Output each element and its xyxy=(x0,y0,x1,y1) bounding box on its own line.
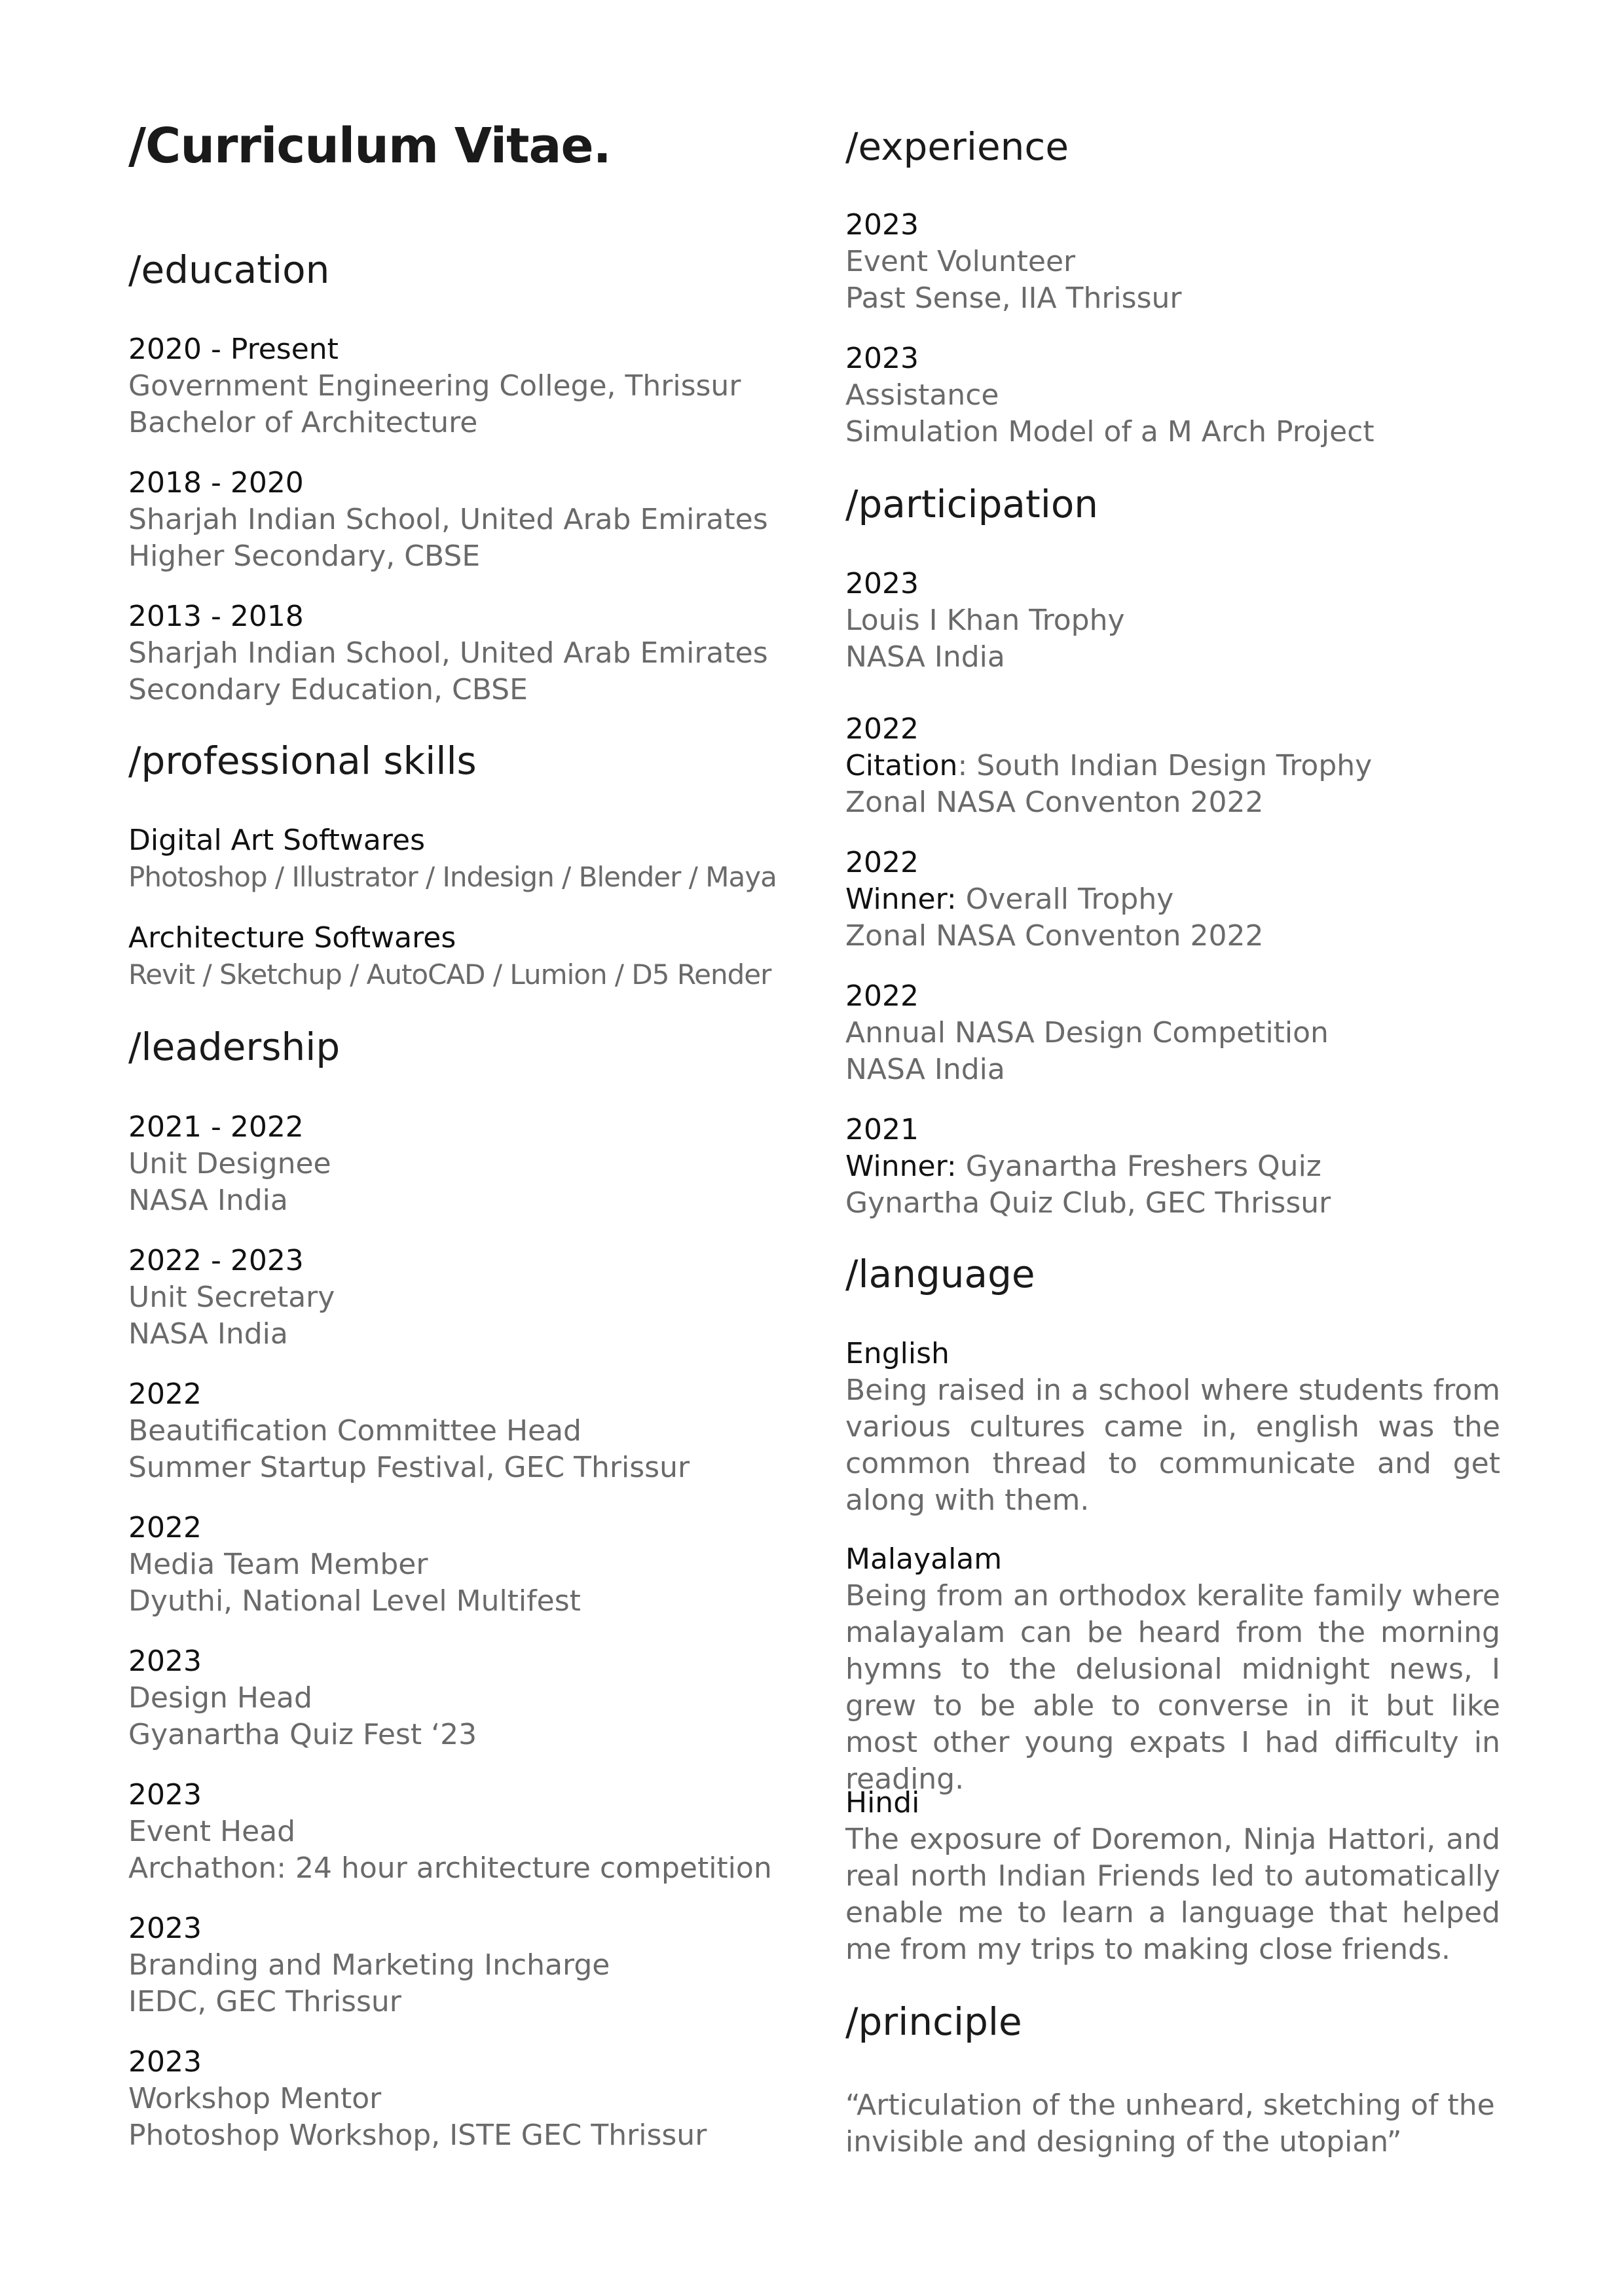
language-entry xyxy=(845,1785,1500,1968)
entry-role: Media Team Member xyxy=(128,1548,428,1581)
leadership-entry xyxy=(128,1777,809,1887)
entry-role: Design Head xyxy=(128,1681,312,1715)
entry-label: Winner: xyxy=(845,1150,957,1183)
language-name: Malayalam xyxy=(845,1542,1003,1576)
entry-org: Gyanartha Quiz Fest ‘23 xyxy=(128,1718,477,1751)
leadership-entry xyxy=(128,2044,809,2154)
language-name: Hindi xyxy=(845,1786,920,1819)
education-entry xyxy=(128,598,809,708)
entry-role: Branding and Marketing Incharge xyxy=(128,1948,610,1982)
entry-year: 2023 xyxy=(845,208,919,242)
skills-label: Architecture Softwares xyxy=(128,921,456,955)
participation-entry xyxy=(845,845,1500,955)
skills-label: Digital Art Softwares xyxy=(128,824,425,857)
skills-entry xyxy=(128,822,809,896)
entry-title: : South Indian Design Trophy xyxy=(957,749,1373,782)
entry-years: 2020 - Present xyxy=(128,333,339,366)
entry-institution: Sharjah Indian School, United Arab Emirates xyxy=(128,503,768,536)
entry-title: Annual NASA Design Competition xyxy=(845,1016,1329,1049)
entry-institution: Government Engineering College, Thrissur xyxy=(128,369,741,403)
entry-degree: Higher Secondary, CBSE xyxy=(128,539,481,573)
entry-role: Assistance xyxy=(845,378,999,412)
entry-role: Beautification Committee Head xyxy=(128,1414,581,1448)
experience-heading: /experience xyxy=(845,124,1069,169)
participation-entry xyxy=(845,711,1500,821)
entry-org: Zonal NASA Conventon 2022 xyxy=(845,786,1264,819)
page-title: /Curriculum Vitae. xyxy=(128,118,611,174)
leadership-entry xyxy=(128,1243,809,1353)
entry-year: 2023 xyxy=(128,1912,202,1945)
language-description: Being raised in a school where students from various cultures came in, english was the common thread to communicate and get along with them. xyxy=(845,1374,1500,1517)
entry-year: 2023 xyxy=(845,567,919,600)
entry-label: Citation xyxy=(845,749,958,782)
entry-year: 2023 xyxy=(128,1645,202,1678)
language-description: Being from an orthodox keralite family where malayalam can be heard from the morning hymns to the delusional midnight news, I grew to be able to converse in it but like most other young expats I had difficulty in reading. xyxy=(845,1579,1500,1796)
entry-year: 2022 xyxy=(845,979,919,1013)
entry-year: 2022 xyxy=(845,846,919,879)
principle-heading: /principle xyxy=(845,1999,1022,2044)
entry-year: 2021 - 2022 xyxy=(128,1110,304,1144)
leadership-entry xyxy=(128,1643,809,1753)
entry-org: IEDC, GEC Thrissur xyxy=(128,1985,401,2018)
entry-org: Dyuthi, National Level Multifest xyxy=(128,1584,581,1618)
language-entry xyxy=(845,1541,1500,1798)
entry-year: 2022 xyxy=(128,1377,202,1411)
participation-heading: /participation xyxy=(845,482,1099,526)
leadership-entry xyxy=(128,1109,809,1219)
entry-org: Summer Startup Festival, GEC Thrissur xyxy=(128,1451,690,1484)
language-heading: /language xyxy=(845,1252,1035,1296)
entry-role: Unit Designee xyxy=(128,1147,331,1180)
entry-title: Louis I Khan Trophy xyxy=(845,604,1125,637)
entry-role: Event Volunteer xyxy=(845,245,1076,278)
entry-years: 2013 - 2018 xyxy=(128,600,304,633)
entry-year: 2022 - 2023 xyxy=(128,1244,304,1277)
entry-year: 2023 xyxy=(845,342,919,375)
entry-year: 2023 xyxy=(128,1778,202,1812)
entry-years: 2018 - 2020 xyxy=(128,466,304,500)
participation-entry xyxy=(845,978,1500,1088)
entry-org: Simulation Model of a M Arch Project xyxy=(845,415,1375,448)
skills-entry xyxy=(128,920,809,993)
leadership-entry xyxy=(128,1910,809,2020)
education-heading: /education xyxy=(128,247,330,292)
skills-tools: Revit / Sketchup / AutoCAD / Lumion / D5 Render xyxy=(128,958,771,991)
entry-year: 2021 xyxy=(845,1113,919,1146)
leadership-heading: /leadership xyxy=(128,1025,341,1069)
entry-org: NASA India xyxy=(845,640,1005,674)
leadership-entry xyxy=(128,1376,809,1486)
entry-title: Gyanartha Freshers Quiz xyxy=(956,1150,1321,1183)
entry-title: Overall Trophy xyxy=(956,883,1174,916)
language-entry xyxy=(845,1336,1500,1519)
entry-degree: Bachelor of Architecture xyxy=(128,406,478,439)
language-description: The exposure of Doremon, Ninja Hattori, and real north Indian Friends led to automatically enable me to learn a language that helped me from my trips to making close friends. xyxy=(845,1823,1500,1966)
experience-entry xyxy=(845,207,1500,317)
entry-label: Winner: xyxy=(845,883,957,916)
entry-role: Workshop Mentor xyxy=(128,2082,382,2115)
skills-heading: /professional skills xyxy=(128,738,477,783)
education-entry xyxy=(128,465,809,575)
entry-role: Event Head xyxy=(128,1815,296,1848)
entry-institution: Sharjah Indian School, United Arab Emirates xyxy=(128,636,768,670)
entry-org: Photoshop Workshop, ISTE GEC Thrissur xyxy=(128,2119,707,2152)
experience-entry xyxy=(845,340,1500,450)
participation-entry xyxy=(845,1112,1500,1222)
entry-degree: Secondary Education, CBSE xyxy=(128,673,528,706)
participation-entry xyxy=(845,566,1500,676)
education-entry xyxy=(128,331,809,441)
leadership-entry xyxy=(128,1510,809,1620)
entry-org: Zonal NASA Conventon 2022 xyxy=(845,919,1264,953)
skills-tools: Photoshop / Illustrator / Indesign / Blender / Maya xyxy=(128,861,777,893)
entry-year: 2022 xyxy=(845,712,919,746)
entry-role: Unit Secretary xyxy=(128,1281,335,1314)
language-name: English xyxy=(845,1337,950,1370)
entry-org: Archathon: 24 hour architecture competition xyxy=(128,1851,772,1885)
entry-year: 2022 xyxy=(128,1511,202,1544)
entry-org: NASA India xyxy=(128,1317,288,1351)
entry-org: Gynartha Quiz Club, GEC Thrissur xyxy=(845,1186,1331,1220)
entry-org: NASA India xyxy=(128,1184,288,1217)
principle-quote: “Articulation of the unheard, sketching of the invisible and designing of the utopian” xyxy=(845,2088,1495,2159)
entry-org: NASA India xyxy=(845,1053,1005,1086)
entry-year: 2023 xyxy=(128,2045,202,2079)
entry-org: Past Sense, IIA Thrissur xyxy=(845,282,1182,315)
